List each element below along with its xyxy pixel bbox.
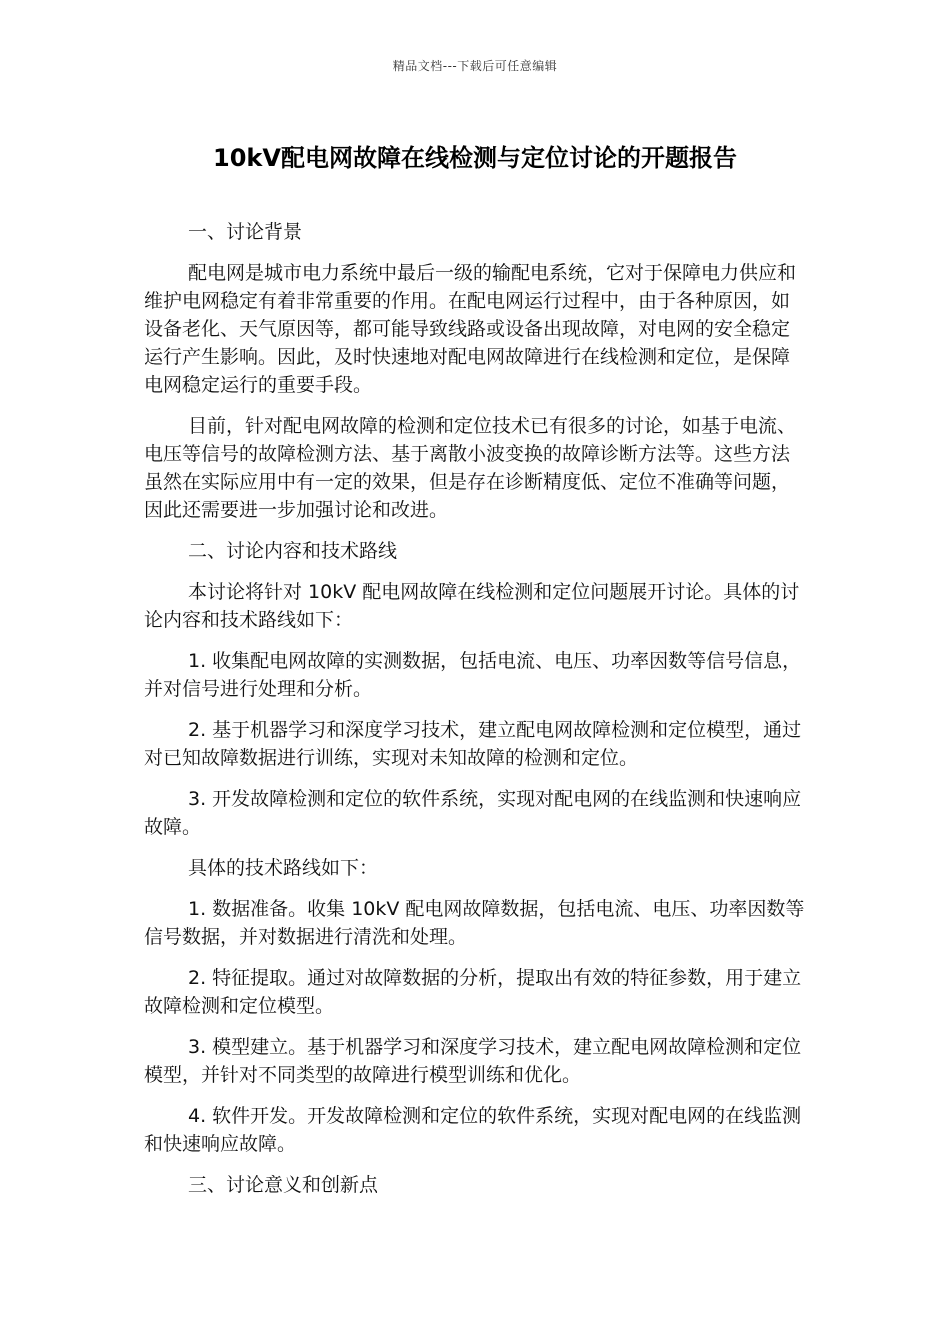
section-heading-background: 一、讨论背景 (188, 221, 303, 243)
paragraph-content-intro: 本讨论将针对 10kV 配电网故障在线检测和定位问题展开讨论。具体的讨论内容和技术路线如下： (144, 581, 800, 631)
list-item-route-2: 2. 特征提取。通过对故障数据的分析，提取出有效的特征参数，用于建立故障检测和定位模型。 (144, 967, 802, 1017)
list-item-content-1: 1. 收集配电网故障的实测数据，包括电流、电压、功率因数等信号信息，并对信号进行处理和分析。 (144, 650, 802, 700)
list-item-route-4: 4. 软件开发。开发故障检测和定位的软件系统，实现对配电网的在线监测和快速响应故障。 (144, 1105, 802, 1155)
document-body (144, 218, 808, 1212)
paragraph-current-research: 目前，针对配电网故障的检测和定位技术已有很多的讨论，如基于电流、电压等信号的故障检测方法、基于离散小波变换的故障诊断方法等。这些方法虽然在实际应用中有一定的效果，但是存在诊断精度低、定位不准确等问题，因此还需要进一步加强讨论和改进。 (144, 415, 797, 521)
paragraph-background-intro: 配电网是城市电力系统中最后一级的输配电系统，它对于保障电力供应和维护电网稳定有着非常重要的作用。在配电网运行过程中，由于各种原因，如设备老化、天气原因等，都可能导致线路或设备出现故障，对电网的安全稳定运行产生影响。因此，及时快速地对配电网故障进行在线检测和定位，是保障电网稳定运行的重要手段。 (144, 262, 797, 396)
list-item-route-1: 1. 数据准备。收集 10kV 配电网故障数据，包括电流、电压、功率因数等信号数据，并对数据进行清洗和处理。 (144, 898, 805, 948)
header-note: 精品文档---下载后可任意编辑 (392, 59, 558, 73)
section-heading-content: 二、讨论内容和技术路线 (188, 540, 398, 562)
list-item-content-3: 3. 开发故障检测和定位的软件系统，实现对配电网的在线监测和快速响应故障。 (144, 788, 802, 838)
paragraph-route-intro: 具体的技术路线如下： (188, 857, 379, 879)
list-item-content-2: 2. 基于机器学习和深度学习技术，建立配电网故障检测和定位模型，通过对已知故障数据进行训练，实现对未知故障的检测和定位。 (144, 719, 802, 769)
list-item-route-3: 3. 模型建立。基于机器学习和深度学习技术，建立配电网故障检测和定位模型，并针对不同类型的故障进行模型训练和优化。 (144, 1036, 802, 1086)
section-heading-significance: 三、讨论意义和创新点 (188, 1174, 379, 1196)
document-title: 10kV配电网故障在线检测与定位讨论的开题报告 (213, 144, 737, 172)
